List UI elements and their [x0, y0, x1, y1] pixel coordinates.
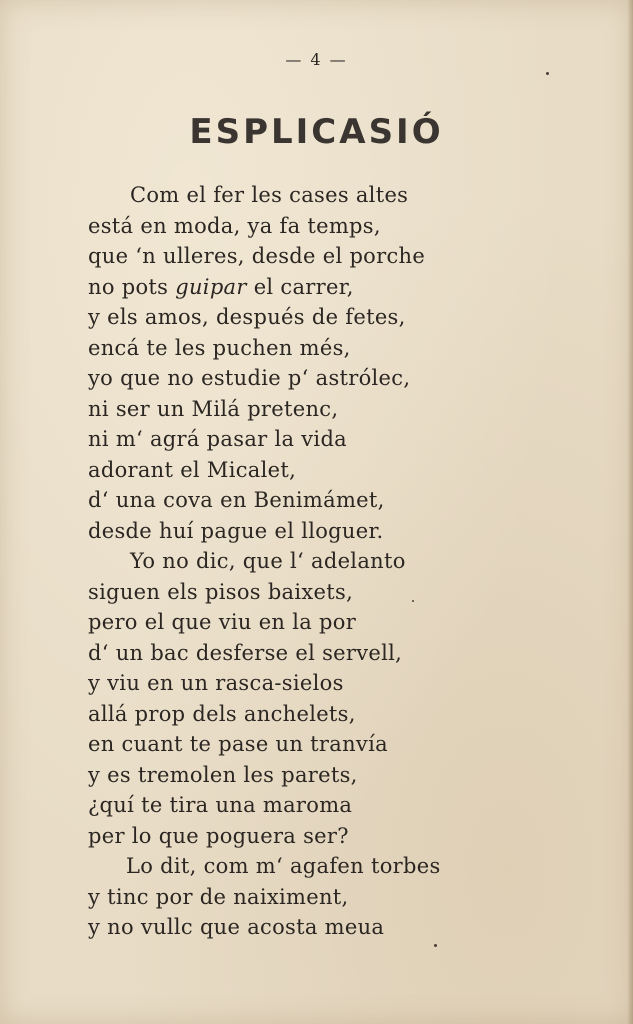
- poem-line: Com el fer les cases altes: [130, 183, 409, 207]
- poem-line: desde huí pague el lloguer.: [88, 518, 384, 543]
- paper-speck: [434, 944, 437, 947]
- poem-line: d‘ una cova en Benimámet,: [88, 488, 385, 512]
- poem-line: y tinc por de naiximent,: [88, 884, 349, 909]
- poem-line: Lo dit, com m‘ agafen torbes: [126, 854, 441, 878]
- poem-line: y els amos, después de fetes,: [88, 305, 406, 329]
- poem-line: ni m‘ agrá pasar la vida: [88, 427, 348, 451]
- poem-line: adorant el Micalet,: [88, 457, 297, 482]
- poem-line: y viu en un rasca-sielos: [88, 671, 344, 695]
- poem-title: ESPLICASIÓ: [189, 112, 444, 152]
- poem-line: en cuant te pase un tranvía: [88, 732, 388, 756]
- poem-line: que ‘n ulleres, desde el porche: [88, 244, 426, 268]
- poem-line-part: el carrer,: [246, 274, 354, 299]
- poem-line: Yo no dic, que l‘ adelanto: [130, 549, 406, 573]
- poem-line: pero el que viu en la por: [88, 610, 357, 634]
- page-edge-shadow: [627, 0, 633, 1024]
- poem-line: encá te les puchen més,: [88, 335, 351, 360]
- poem-line-part: no pots: [88, 274, 176, 299]
- paper-speck: [412, 600, 414, 602]
- poem-line: yo que no estudie p‘ astrólec,: [88, 366, 411, 390]
- italic-word: guipar: [175, 274, 247, 299]
- poem-line: y es tremolen les parets,: [88, 762, 358, 787]
- poem-line: ni ser un Milá pretenc,: [88, 396, 339, 421]
- poem-line: [88, 272, 608, 303]
- poem-line: d‘ un bac desferse el servell,: [88, 640, 403, 665]
- page-number: — 4 —: [285, 50, 348, 69]
- poem-line: siguen els pisos baixets,: [88, 579, 354, 604]
- poem-line: está en moda, ya fa temps,: [88, 213, 381, 238]
- poem-body: [88, 180, 608, 943]
- poem-line: allá prop dels anchelets,: [88, 701, 356, 726]
- poem-line: ¿quí te tira una maroma: [88, 793, 353, 817]
- poem-line: y no vullc que acosta meua: [88, 915, 385, 939]
- poem-line: per lo que poguera ser?: [88, 823, 349, 848]
- paper-speck: [546, 72, 549, 75]
